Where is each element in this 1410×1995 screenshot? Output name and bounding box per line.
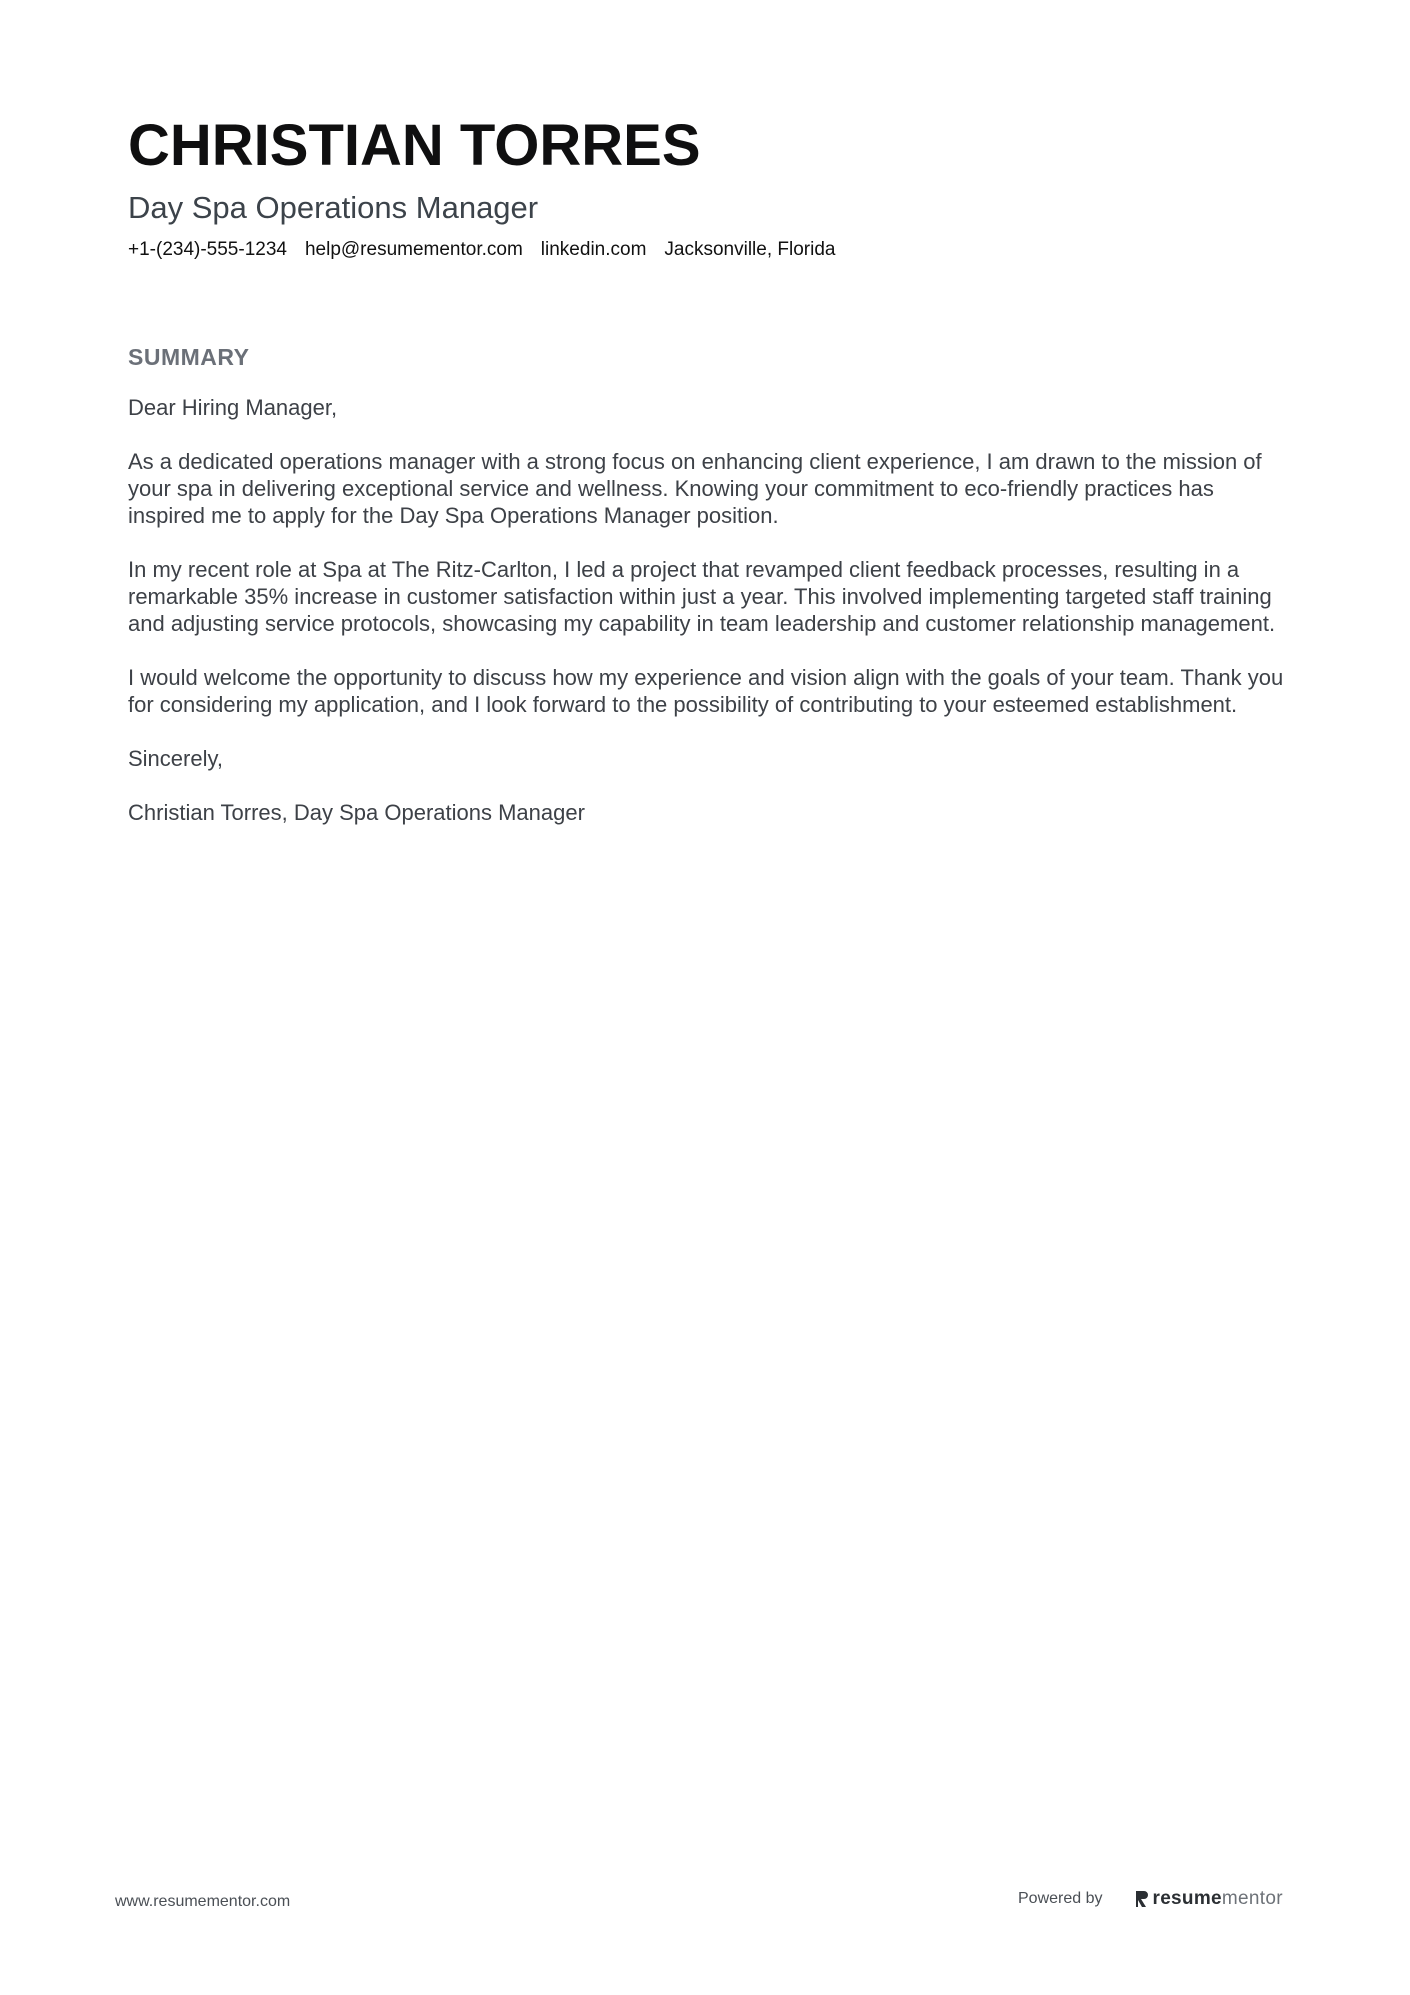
contact-line	[128, 238, 1288, 262]
powered-by-label: Powered by	[1018, 1890, 1103, 1907]
job-title: Day Spa Operations Manager	[128, 190, 539, 225]
logo-text-mentor: mentor	[1221, 1888, 1283, 1909]
salutation: Dear Hiring Manager,	[128, 395, 338, 420]
logo-text-resume: resume	[1152, 1888, 1222, 1909]
contact-phone: +1-(234)-555-1234	[128, 239, 287, 260]
contact-linkedin[interactable]: linkedin.com	[540, 239, 647, 260]
summary-section	[128, 342, 1293, 853]
candidate-name: CHRISTIAN TORRES	[128, 113, 701, 178]
letter-paragraph: In my recent role at Spa at The Ritz-Carlton, I led a project that revamped client feedback processes, resulting in a remarkable 35% increase in customer satisfaction within just a year. This involved implementing targeted staff training and adjusting service protocols, showcasing my capability in team leadership and customer relationship management.	[128, 557, 1276, 636]
contact-email[interactable]: help@resumementor.com	[304, 239, 523, 260]
resumementor-logo[interactable]	[1135, 1888, 1283, 1910]
section-heading: SUMMARY	[128, 344, 250, 370]
resumementor-logo-icon	[1135, 1890, 1149, 1908]
signature-line: Christian Torres, Day Spa Operations Manager	[128, 800, 585, 825]
footer-website[interactable]: www.resumementor.com	[115, 1893, 291, 1910]
header	[128, 112, 1288, 262]
footer-branding	[1018, 1888, 1283, 1910]
contact-location: Jacksonville, Florida	[664, 239, 836, 260]
letter-paragraph: As a dedicated operations manager with a strong focus on enhancing client experience, I am drawn to the mission of your spa in delivering exceptional service and wellness. Knowing your commitment to eco-friendly practices has inspired me to apply for the Day Spa Operations Manager position.	[128, 449, 1262, 528]
closing: Sincerely,	[128, 746, 223, 771]
letter-paragraph: I would welcome the opportunity to discuss how my experience and vision align with the goals of your team. Thank you for considering my application, and I look forward to the possibility of contributing to your esteemed establishment.	[128, 665, 1284, 717]
